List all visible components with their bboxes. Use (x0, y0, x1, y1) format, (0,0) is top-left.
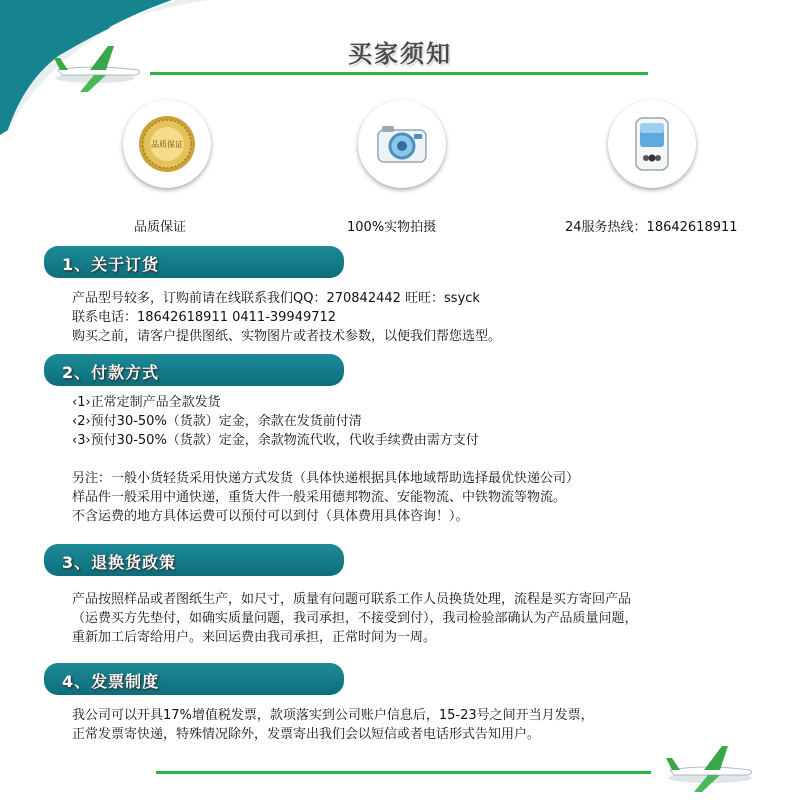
quality-medal-icon (137, 114, 197, 174)
section-body-ordering (72, 289, 501, 346)
text-line: 产品型号较多，订购前请在线联系我们QQ：270842442 旺旺：ssyck (72, 291, 480, 306)
text-line: 我公司可以开具17%增值税发票，款项落实到公司账户信息后，15-23号之间开当月发票， (72, 708, 594, 723)
svg-text:品质保证: 品质保证 (151, 140, 183, 149)
text-line: 联系电话：18642618911 0411-39949712 (72, 310, 337, 325)
section-title: 2、付款方式 (62, 363, 160, 382)
section-header-payment (44, 354, 344, 386)
hotline-feature-circle (608, 100, 696, 188)
quality-feature-circle (123, 100, 211, 188)
text-line: 另注：一般小货轻货采用快递方式发货（具体快递根据具体地域帮助选择最优快递公司） (72, 471, 580, 486)
media-player-icon (622, 114, 682, 174)
section-header-returns (44, 544, 344, 576)
section-body-invoice (72, 706, 594, 744)
section-title: 3、退换货政策 (62, 553, 177, 572)
bottom-divider (156, 771, 651, 774)
text-line: ‹2›预付30-50%（货款）定金，余款在发货前付清 (72, 414, 362, 429)
section-title: 4、发票制度 (62, 672, 160, 691)
feature-label: 品质保证 (134, 220, 187, 235)
text-line: 产品按照样品或者图纸生产，如尺寸，质量有问题可联系工作人员换货处理，流程是买方寄回产品 (72, 592, 632, 607)
section-body-payment (72, 393, 579, 526)
text-line: 购买之前，请客户提供图纸、实物图片或者技术参数，以便我们帮您选型。 (72, 329, 502, 344)
section-body-returns (72, 590, 638, 647)
page-title: 买家须知 (348, 40, 452, 68)
text-line: 重新加工后寄给用户。来回运费由我司承担，正常时间为一周。 (72, 630, 437, 645)
title-divider (150, 72, 648, 75)
section-header-invoice (44, 663, 344, 695)
feature-label: 100%实物拍摄 (347, 220, 437, 235)
feature-label: 24服务热线：18642618911 (565, 220, 738, 235)
airplane-icon (660, 738, 760, 798)
text-line: 正常发票寄快递，特殊情况除外，发票寄出我们会以短信或者电话形式告知用户。 (72, 727, 541, 742)
text-line (72, 450, 579, 469)
section-header-ordering (44, 246, 344, 278)
text-line: （运费买方先垫付，如确实质量问题，我司承担，不接受到付），我司检验部确认为产品质量问题， (72, 611, 638, 626)
camera-feature-circle (358, 100, 446, 188)
text-line: 不含运费的地方具体运费可以预付可以到付（具体费用具体咨询！）。 (72, 509, 469, 524)
section-title: 1、关于订货 (62, 255, 160, 274)
text-line: 样品件一般采用中通快递，重货大件一般采用德邦物流、安能物流、中铁物流等物流。 (72, 490, 567, 505)
text-line: ‹1›正常定制产品全款发货 (72, 395, 221, 410)
camera-icon (372, 114, 432, 174)
text-line: ‹3›预付30-50%（货款）定金，余款物流代收，代收手续费由需方支付 (72, 433, 479, 448)
